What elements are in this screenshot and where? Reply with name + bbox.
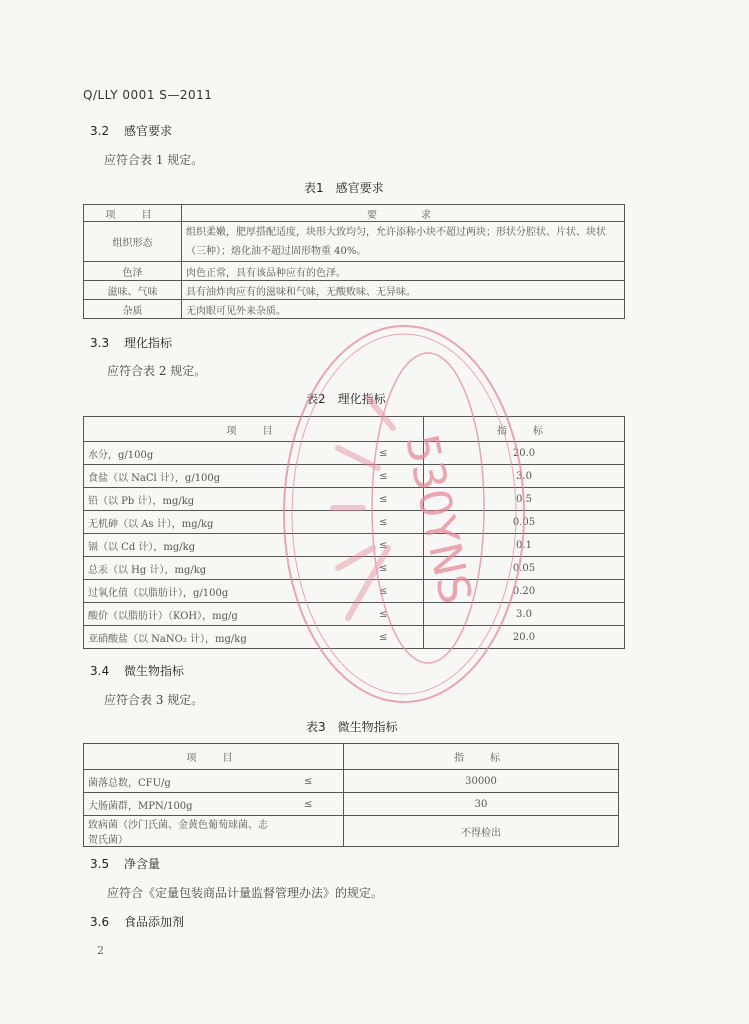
value-cell: 0.05 (424, 557, 625, 580)
section-number: 3.5 (90, 857, 110, 871)
table-row (84, 770, 619, 793)
table-row (84, 442, 625, 465)
table-row (84, 300, 625, 319)
value-cell: 0.05 (424, 511, 625, 534)
item-cell: 杂质 (84, 300, 182, 319)
table-row (84, 281, 625, 300)
section-title: 食品添加剂 (124, 915, 185, 929)
header-item: 项 目 (84, 417, 424, 442)
item-cell: 过氧化值（以脂肪计），g/100g (84, 580, 344, 603)
svg-text:530YNS: 530YNS (395, 429, 481, 609)
table-row (84, 465, 625, 488)
table-row (84, 488, 625, 511)
limit-symbol-cell: ≤ (344, 534, 424, 557)
table-1-caption: 表1 感官要求 (304, 181, 384, 195)
header-item: 项 目 (84, 205, 182, 222)
limit-symbol-cell: ≤ (344, 511, 424, 534)
section-3-3-text: 应符合表 2 规定。 (107, 364, 207, 378)
item-cell: 无机砷（以 As 计），mg/kg (84, 511, 344, 534)
requirement-cell: 具有油炸肉应有的滋味和气味，无酸败味、无异味。 (182, 281, 625, 300)
header-item: 项 目 (84, 744, 344, 770)
item-cell: 致病菌（沙门氏菌、金黄色葡萄球菌、志贺氏菌） (84, 816, 274, 847)
table-3-caption: 表3 微生物指标 (306, 720, 398, 734)
header-index: 指 标 (424, 417, 625, 442)
value-cell: 30 (344, 793, 619, 816)
section-3-5-text: 应符合《定量包装商品计量监督管理办法》的规定。 (107, 886, 384, 900)
header-requirement: 要 求 (182, 205, 625, 222)
value-cell: 30000 (344, 770, 619, 793)
standard-number: Q/LLY 0001 S—2011 (83, 88, 213, 102)
table-2-caption: 表2 理化指标 (306, 392, 386, 406)
item-cell: 总汞（以 Hg 计），mg/kg (84, 557, 344, 580)
section-title: 微生物指标 (124, 664, 185, 678)
item-cell: 酸价（以脂肪计）（KOH），mg/g (84, 603, 344, 626)
section-number: 3.3 (90, 336, 110, 350)
item-cell: 水分，g/100g (84, 442, 344, 465)
table-1-sensory (83, 204, 625, 319)
section-3-5-heading (90, 855, 160, 872)
section-title: 净含量 (124, 857, 161, 871)
table-2-physicochemical (83, 416, 625, 649)
table-row (84, 793, 619, 816)
value-cell: 不得检出 (344, 816, 619, 847)
limit-symbol-cell: ≤ (344, 465, 424, 488)
item-cell: 食盐（以 NaCl 计），g/100g (84, 465, 344, 488)
section-3-6-heading (90, 913, 184, 930)
section-number: 3.2 (90, 124, 110, 138)
value-cell: 3.0 (424, 603, 625, 626)
table-row (84, 222, 625, 262)
section-title: 理化指标 (124, 336, 173, 350)
section-number: 3.4 (90, 664, 110, 678)
section-3-3-heading (90, 334, 172, 351)
section-3-2-heading (90, 122, 172, 139)
item-cell: 亚硝酸盐（以 NaNO₂ 计），mg/kg (84, 626, 344, 649)
limit-symbol-cell (274, 816, 344, 847)
requirement-cell: 肉色正常，具有该品种应有的色泽。 (182, 262, 625, 281)
item-cell: 滋味、气味 (84, 281, 182, 300)
value-cell: 0.1 (424, 534, 625, 557)
section-3-2-text: 应符合表 1 规定。 (104, 153, 204, 167)
header-index: 指 标 (344, 744, 619, 770)
table-header-row (84, 744, 619, 770)
section-title: 感官要求 (124, 124, 173, 138)
table-row (84, 580, 625, 603)
item-cell: 大肠菌群，MPN/100g (84, 793, 274, 816)
item-cell: 菌落总数，CFU/g (84, 770, 274, 793)
table-row (84, 534, 625, 557)
table-row (84, 557, 625, 580)
table-header-row (84, 205, 625, 222)
item-cell: 铅（以 Pb 计），mg/kg (84, 488, 344, 511)
item-cell: 组织形态 (84, 222, 182, 262)
section-3-4-text: 应符合表 3 规定。 (104, 693, 204, 707)
limit-symbol-cell: ≤ (344, 557, 424, 580)
item-cell: 镉（以 Cd 计），mg/kg (84, 534, 344, 557)
limit-symbol-cell: ≤ (344, 580, 424, 603)
limit-symbol-cell: ≤ (274, 793, 344, 816)
requirement-cell: 无肉眼可见外来杂质。 (182, 300, 625, 319)
table-header-row (84, 417, 625, 442)
item-cell: 色泽 (84, 262, 182, 281)
table-row (84, 511, 625, 534)
value-cell: 0.5 (424, 488, 625, 511)
limit-symbol-cell: ≤ (344, 626, 424, 649)
table-row (84, 603, 625, 626)
value-cell: 0.20 (424, 580, 625, 603)
limit-symbol-cell: ≤ (344, 603, 424, 626)
section-3-4-heading (90, 662, 184, 679)
limit-symbol-cell: ≤ (344, 442, 424, 465)
page-number: 2 (97, 944, 104, 957)
table-row (84, 816, 619, 847)
value-cell: 3.0 (424, 465, 625, 488)
value-cell: 20.0 (424, 626, 625, 649)
table-row (84, 626, 625, 649)
section-number: 3.6 (90, 915, 110, 929)
requirement-cell: 组织柔嫩，肥厚搭配适度，块形大致均匀，允许添称小块不超过两块；形状分腔状、片状、块状（三种）；熔化油不超过固形物重 40%。 (182, 222, 625, 262)
value-cell: 20.0 (424, 442, 625, 465)
limit-symbol-cell: ≤ (274, 770, 344, 793)
table-3-microbiological (83, 743, 619, 847)
table-row (84, 262, 625, 281)
limit-symbol-cell: ≤ (344, 488, 424, 511)
